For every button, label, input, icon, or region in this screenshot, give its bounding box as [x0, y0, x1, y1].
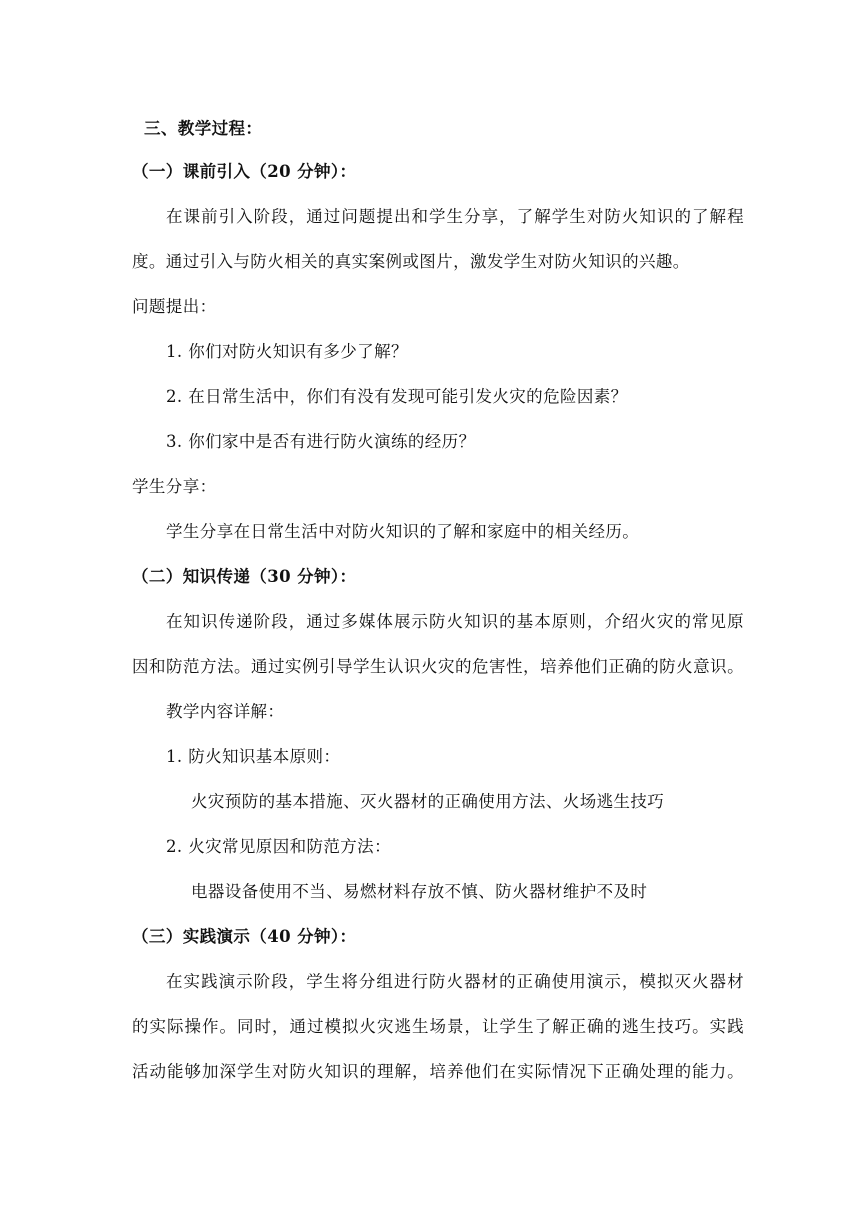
part1-intro-line1: 在课前引入阶段，通过问题提出和学生分享，了解学生对防火知识的了解程 — [166, 207, 744, 226]
part2-heading: （二）知识传递（30 分钟）： — [132, 567, 357, 586]
part3-heading: （三）实践演示（40 分钟）： — [132, 927, 357, 946]
detail-item1-title: 1. 防火知识基本原则： — [166, 747, 341, 766]
questions-label: 问题提出： — [132, 297, 217, 316]
question-item: 2. 在日常生活中，你们有没有发现可能引发火灾的危险因素？ — [166, 387, 628, 406]
part2-intro-line1: 在知识传递阶段，通过多媒体展示防火知识的基本原则，介绍火灾的常见原 — [166, 612, 744, 631]
detail-item2-text: 电器设备使用不当、易燃材料存放不慎、防火器材维护不及时 — [191, 882, 648, 901]
part3-line1: 在实践演示阶段，学生将分组进行防火器材的正确使用演示，模拟灭火器材 — [166, 972, 744, 991]
part1-heading: （一）课前引入（20 分钟）： — [132, 162, 357, 181]
share-text: 学生分享在日常生活中对防火知识的了解和家庭中的相关经历。 — [166, 522, 640, 541]
share-label: 学生分享： — [132, 477, 217, 496]
part3-line2: 的实际操作。同时，通过模拟火灾逃生场景，让学生了解正确的逃生技巧。实践 — [132, 1017, 744, 1036]
detail-label: 教学内容详解： — [166, 702, 285, 721]
part1-intro-line2: 度。通过引入与防火相关的真实案例或图片，激发学生对防火知识的兴趣。 — [132, 252, 690, 271]
section-heading: 三、教学过程： — [144, 119, 263, 138]
question-item: 3. 你们家中是否有进行防火演练的经历？ — [166, 432, 476, 451]
detail-item1-text: 火灾预防的基本措施、灭火器材的正确使用方法、火场逃生技巧 — [191, 792, 665, 811]
part2-intro-line2: 因和防范方法。通过实例引导学生认识火灾的危害性，培养他们正确的防火意识。 — [132, 657, 744, 676]
detail-item2-title: 2. 火灾常见原因和防范方法： — [166, 837, 391, 856]
part3-line3: 活动能够加深学生对防火知识的理解，培养他们在实际情况下正确处理的能力。 — [132, 1062, 744, 1081]
question-item: 1. 你们对防火知识有多少了解？ — [166, 342, 408, 361]
